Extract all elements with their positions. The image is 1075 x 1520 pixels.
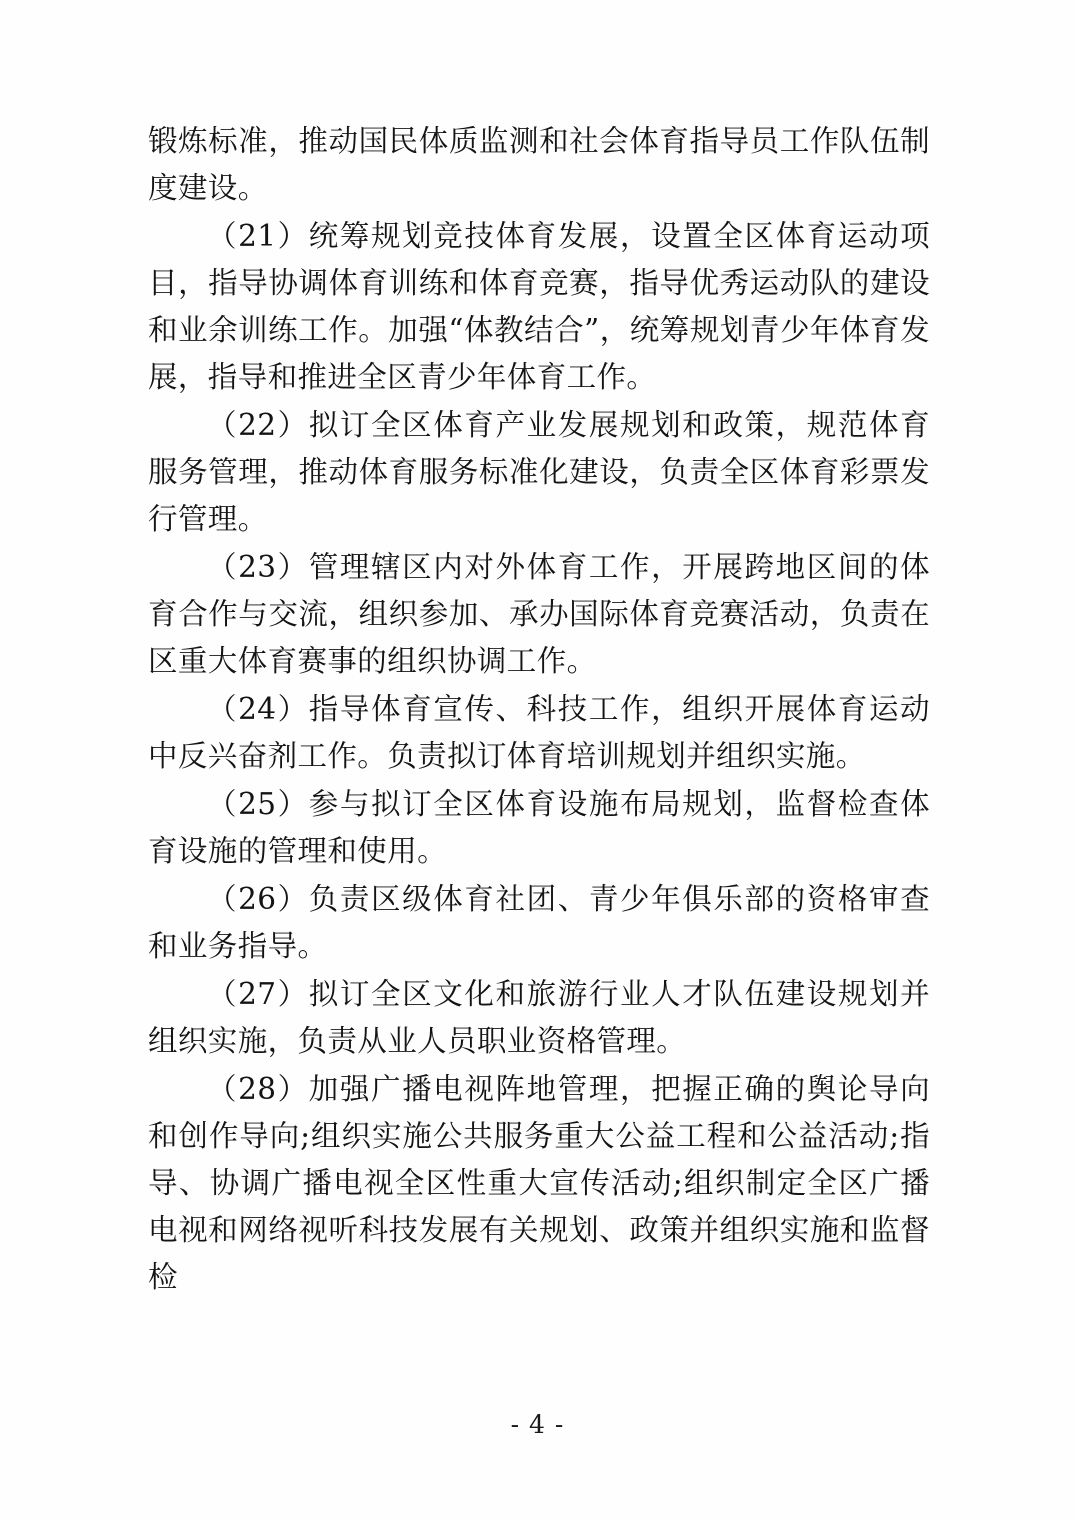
paragraph-continuation: 锻炼标准，推动国民体质监测和社会体育指导员工作队伍制度建设。 — [148, 124, 930, 205]
paragraph-item-21: （21）统筹规划竞技体育发展，设置全区体育运动项目，指导协调体育训练和体育竞赛，指导优秀运动队的建设和业余训练工作。加强“体教结合”，统筹规划青少年体育发展，指导和推进全区青少年体育工作。 — [148, 219, 930, 394]
paragraph-item-26: （26）负责区级体育社团、青少年俱乐部的资格审查和业务指导。 — [148, 882, 930, 963]
document-body — [148, 118, 930, 1302]
paragraph-item-28: （28）加强广播电视阵地管理，把握正确的舆论导向和创作导向;组织实施公共服务重大公益工程和公益活动;指导、协调广播电视全区性重大宣传活动;组织制定全区广播电视和网络视听科技发展有关规划、政策并组织实施和监督检 — [148, 1072, 930, 1294]
page-number: - 4 - — [510, 1410, 565, 1439]
paragraph-item-24: （24）指导体育宣传、科技工作，组织开展体育运动中反兴奋剂工作。负责拟订体育培训规划并组织实施。 — [148, 692, 930, 773]
paragraph-item-22: （22）拟订全区体育产业发展规划和政策，规范体育服务管理，推动体育服务标准化建设，负责全区体育彩票发行管理。 — [148, 408, 930, 536]
paragraph-item-27: （27）拟订全区文化和旅游行业人才队伍建设规划并组织实施，负责从业人员职业资格管理。 — [148, 977, 930, 1058]
paragraph-item-23: （23）管理辖区内对外体育工作，开展跨地区间的体育合作与交流，组织参加、承办国际体育竞赛活动，负责在区重大体育赛事的组织协调工作。 — [148, 550, 930, 678]
paragraph-item-25: （25）参与拟订全区体育设施布局规划，监督检查体育设施的管理和使用。 — [148, 787, 930, 868]
